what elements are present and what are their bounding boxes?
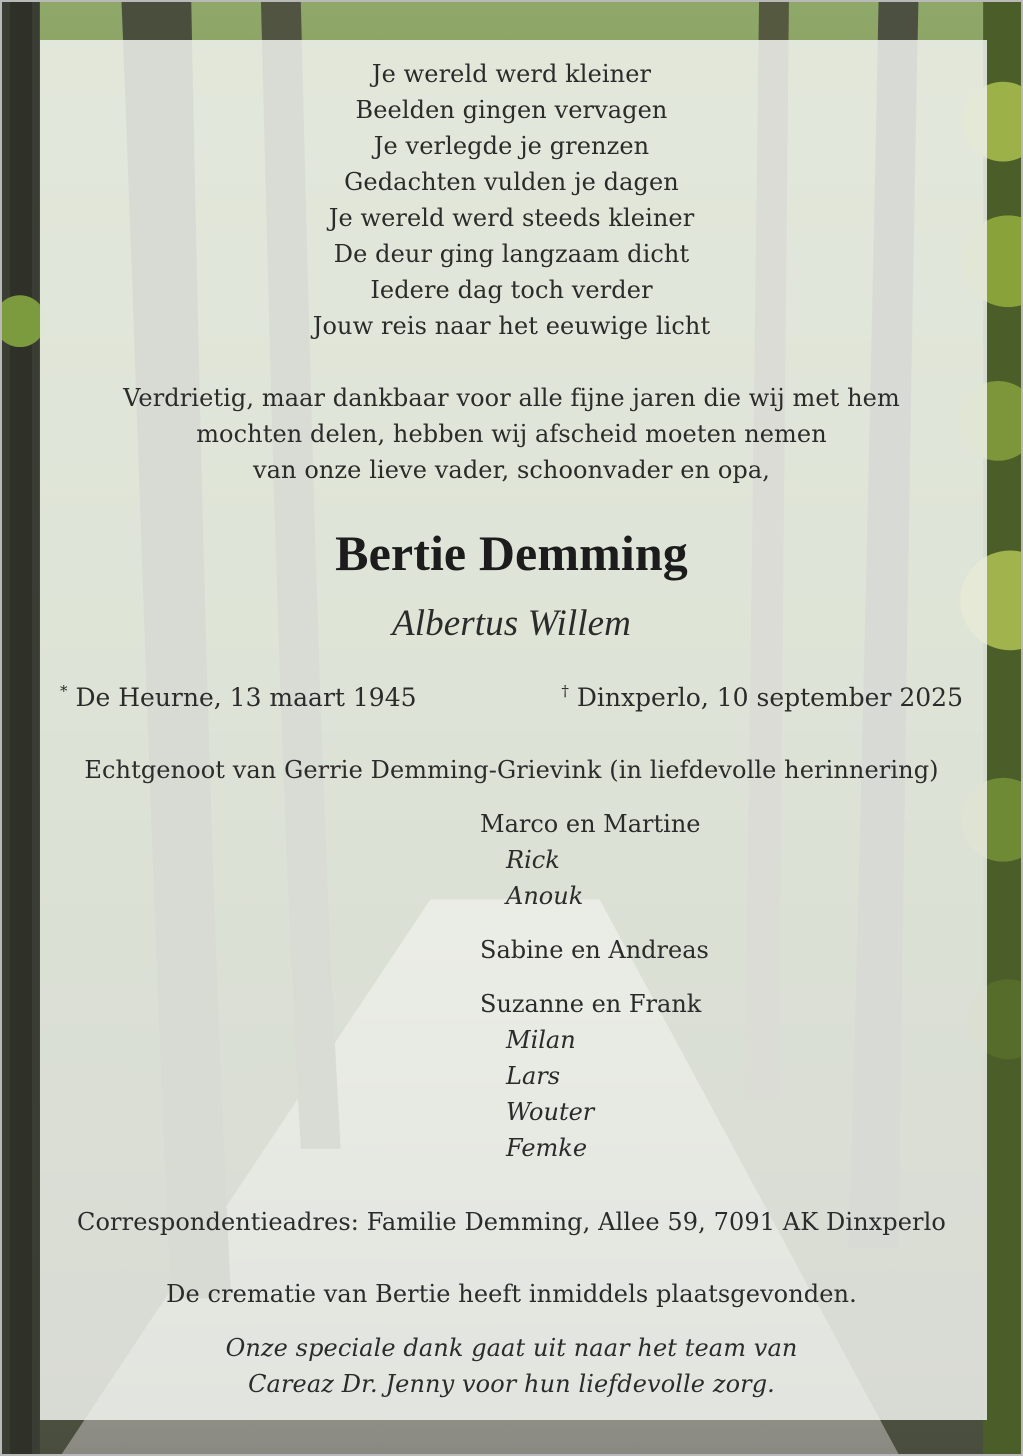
poem-line: Jouw reis naar het eeuwige licht bbox=[312, 312, 711, 340]
birth-place-date: De Heurne, 13 maart 1945 bbox=[75, 683, 417, 712]
death-info bbox=[561, 682, 963, 712]
poem-line: Je wereld werd steeds kleiner bbox=[328, 204, 695, 232]
cremation-notice: De crematie van Bertie heeft inmiddels plaatsgevonden. bbox=[166, 1280, 857, 1308]
thanks-line: Onze speciale dank gaat uit naar het team van bbox=[225, 1334, 798, 1362]
poem-line: Je verlegde je grenzen bbox=[373, 132, 650, 160]
intro-line: mochten delen, hebben wij afscheid moeten nemen bbox=[196, 420, 827, 448]
grandchild: Rick bbox=[506, 846, 560, 874]
thanks-line: Careaz Dr. Jenny voor hun liefdevolle zorg. bbox=[248, 1370, 775, 1398]
spouse-line: Echtgenoot van Gerrie Demming-Grievink (in liefdevolle herinnering) bbox=[84, 756, 939, 784]
poem-line: Je wereld werd kleiner bbox=[371, 60, 652, 88]
grandchild: Lars bbox=[506, 1062, 561, 1090]
intro-line: Verdrietig, maar dankbaar voor alle fijne jaren die wij met hem bbox=[123, 384, 900, 412]
intro-line: van onze lieve vader, schoonvader en opa, bbox=[252, 456, 771, 484]
poem-line: Iedere dag toch verder bbox=[370, 276, 653, 304]
death-place-date: Dinxperlo, 10 september 2025 bbox=[576, 683, 963, 712]
deceased-name: Bertie Demming bbox=[335, 525, 688, 581]
grandchild: Femke bbox=[506, 1134, 588, 1162]
family-couple: Sabine en Andreas bbox=[480, 936, 709, 964]
birth-symbol: * bbox=[60, 682, 68, 700]
poem-line: De deur ging langzaam dicht bbox=[333, 240, 690, 268]
birth-info bbox=[60, 682, 417, 712]
grandchild: Anouk bbox=[506, 882, 584, 910]
correspondence-address: Correspondentieadres: Familie Demming, Allee 59, 7091 AK Dinxperlo bbox=[77, 1208, 946, 1236]
family-couple: Suzanne en Frank bbox=[480, 990, 702, 1018]
grandchild: Wouter bbox=[506, 1098, 595, 1126]
poem-line: Beelden gingen vervagen bbox=[355, 96, 668, 124]
death-symbol: † bbox=[561, 682, 569, 700]
grandchild: Milan bbox=[506, 1026, 576, 1054]
poem-line: Gedachten vulden je dagen bbox=[344, 168, 679, 196]
deceased-given-names: Albertus Willem bbox=[392, 603, 631, 644]
family-couple: Marco en Martine bbox=[480, 810, 701, 838]
